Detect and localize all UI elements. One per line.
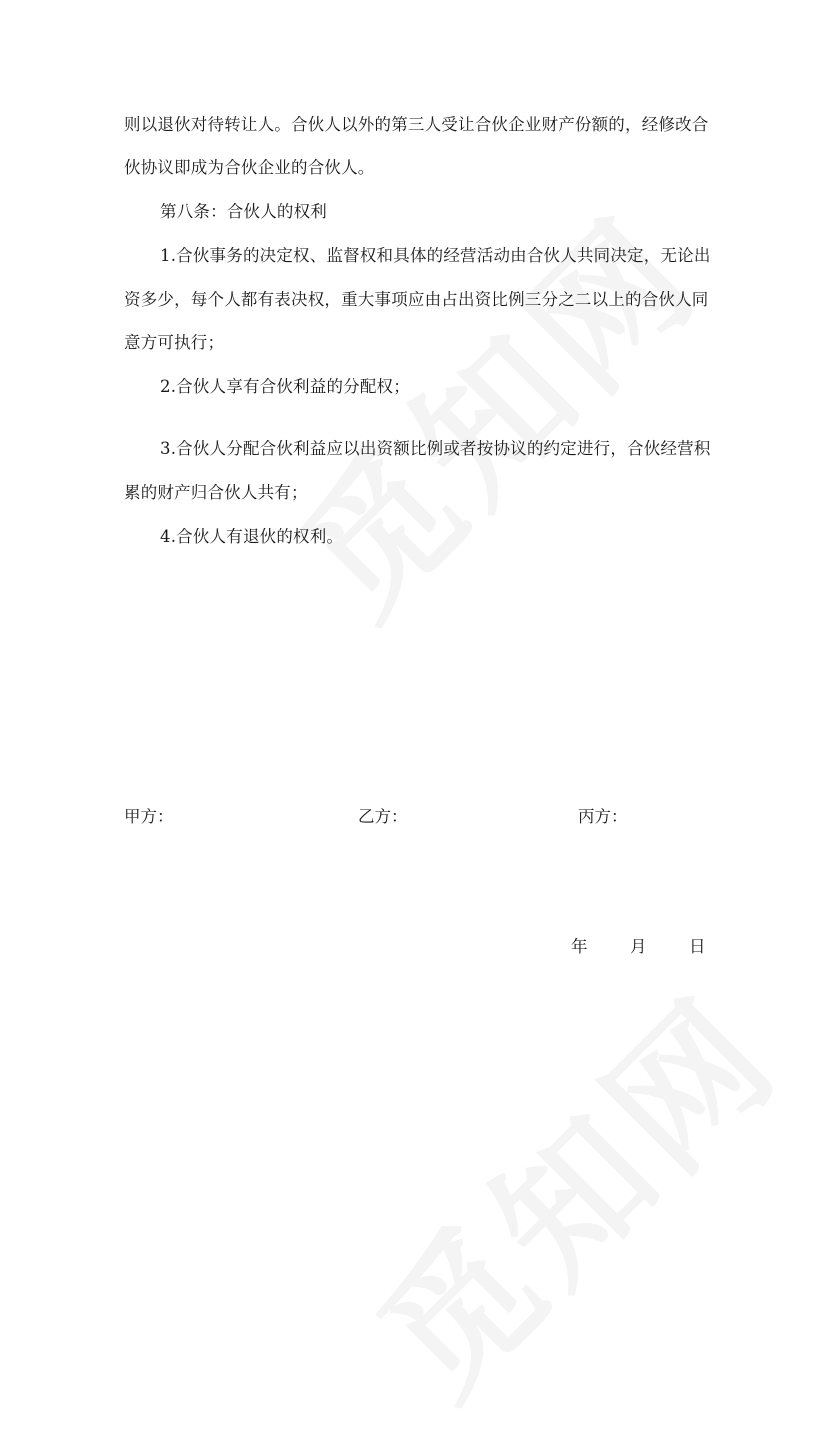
list-item-line: 意方可执行； [124,333,225,352]
list-item-line: 4.合伙人有退伙的权利。 [160,527,344,546]
date-year: 年 [571,937,588,956]
signature-party-c: 丙方： [578,807,628,826]
paragraph-line: 伙协议即成为合伙企业的合伙人。 [124,158,375,177]
list-item-line: 1.合伙事务的决定权、监督权和具体的经营活动由合伙人共同决定，无论出 [160,246,711,265]
signature-party-a: 甲方： [124,807,174,826]
list-item-line: 3.合伙人分配合伙利益应以出资额比例或者按协议的约定进行，合伙经营积 [160,439,711,458]
article-title: 第八条：合伙人的权利 [160,202,327,221]
watermark [324,942,816,1434]
signature-party-b: 乙方： [358,807,408,826]
list-item-line: 资多少，每个人都有表决权，重大事项应由占出资比例三分之二以上的合伙人同 [124,290,709,309]
paragraph-line: 则以退伙对待转让人。合伙人以外的第三人受让合伙企业财产份额的，经修改合 [124,115,709,134]
date-month: 月 [630,937,647,956]
date-day: 日 [689,937,706,956]
list-item-line: 累的财产归合伙人共有； [124,483,308,502]
watermark [244,162,736,654]
list-item-line: 2.合伙人享有合伙利益的分配权； [160,377,410,396]
